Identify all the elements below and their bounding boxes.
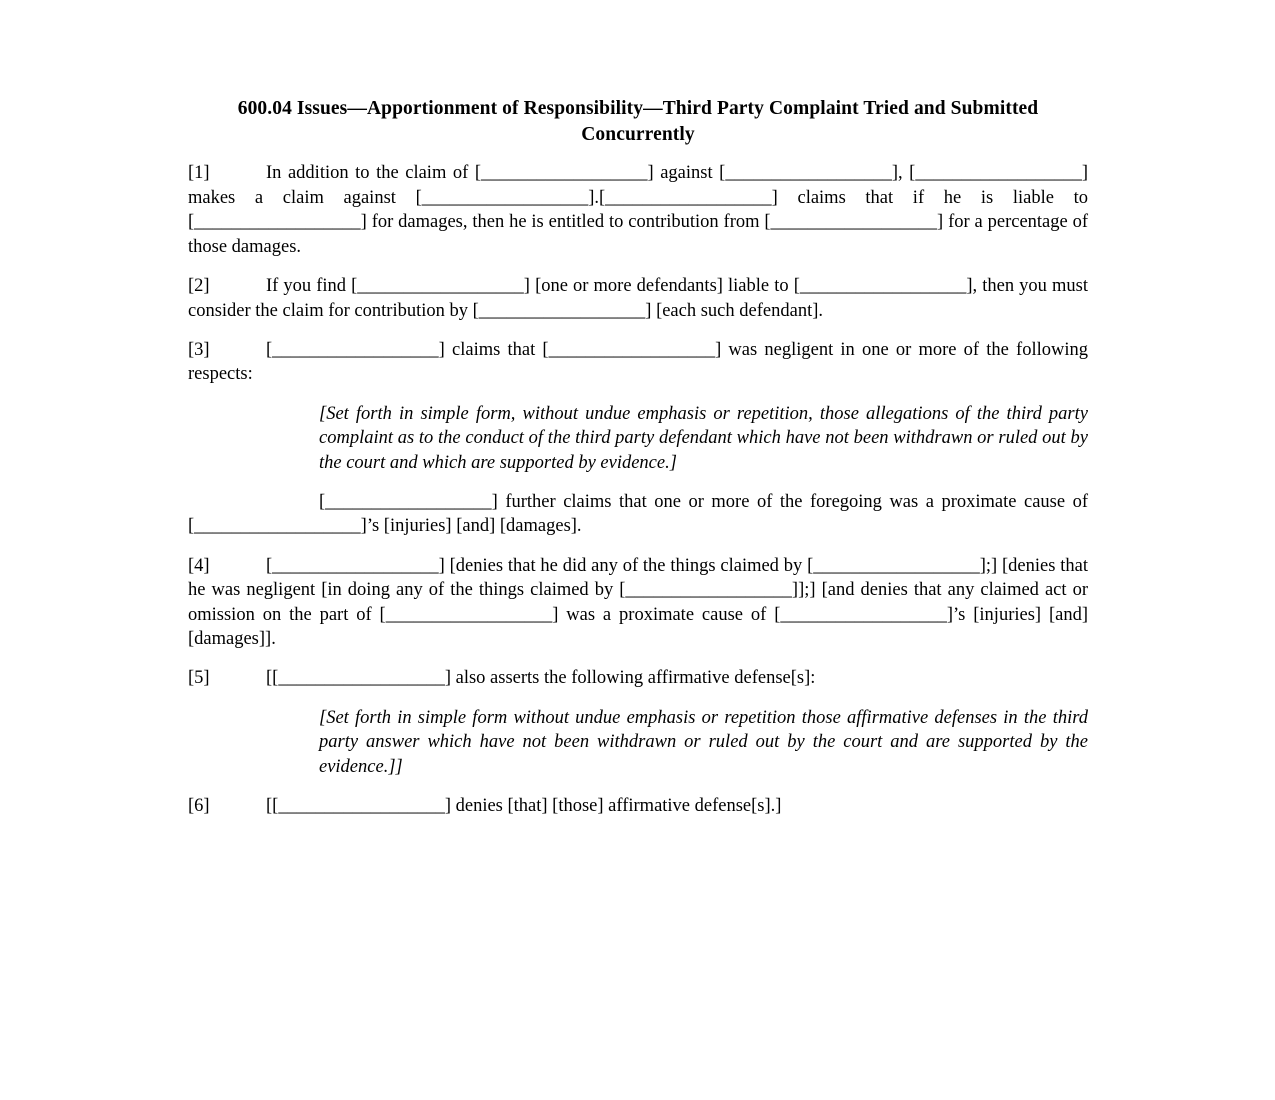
paragraph-2: [188, 274, 1088, 323]
paragraph-4-text: [__________________] [denies that he did any of the things claimed by [__________________];] [denies that he was negligent [in doing any of the things claimed by [__________________]];] [and denies that any claimed act or omission on the part of [__________________] was a proximate cause of [__________________]’s [injuries] [and] [damages]].: [188, 555, 1088, 649]
document-body: [188, 96, 1088, 833]
bracketed-instruction-2: [Set forth in simple form without undue emphasis or repetition those affirmative defenses in the third party answer which have not been withdrawn or ruled out by the court and are supported by the evidence.]]: [319, 707, 1088, 777]
page-title: 600.04 Issues—Apportionment of Responsibility—Third Party Complaint Tried and Submitted Concurrently: [237, 98, 1039, 145]
paragraph-6-text: [[__________________] denies [that] [those] affirmative defense[s].]: [266, 796, 782, 816]
paragraph-5: [188, 666, 1088, 690]
paragraph-3-number: [3]: [188, 339, 210, 360]
paragraph-4: [188, 554, 1088, 652]
paragraph-3-text: [__________________] claims that [__________________] was negligent in one or more of the following respects:: [188, 339, 1088, 385]
paragraph-5-number: [5]: [188, 668, 210, 689]
paragraph-1-text: In addition to the claim of [__________________] against [__________________], [__________________] makes a claim against [__________________].[__________________] claims that if he is liable to [__________________] for damages, then he is entitled to contribution from [__________________] for a percentage of those damages.: [188, 163, 1088, 257]
paragraph-3: [188, 338, 1088, 387]
paragraph-1-number: [1]: [188, 163, 210, 184]
bracketed-instruction-1: [Set forth in simple form, without undue emphasis or repetition, those allegations of the third party complaint as to the conduct of the third party defendant which have not been withdrawn or ruled out by the court and which are supported by evidence.]: [319, 403, 1088, 473]
further-claims-paragraph: [__________________] further claims that one or more of the foregoing was a proximate cause of [__________________]’s [injuries] [and] [damages].: [188, 491, 1088, 537]
paragraph-5-text: [[__________________] also asserts the following affirmative defense[s]:: [266, 668, 816, 689]
paragraph-6-number: [6]: [188, 796, 210, 816]
paragraph-1: [188, 161, 1088, 259]
paragraph-2-text: If you find [__________________] [one or more defendants] liable to [__________________], then you must consider the claim for contribution by [__________________] [each such defendant].: [188, 276, 1088, 321]
paragraph-2-number: [2]: [188, 276, 210, 297]
paragraph-6: [188, 794, 1088, 818]
paragraph-4-number: [4]: [188, 555, 210, 576]
